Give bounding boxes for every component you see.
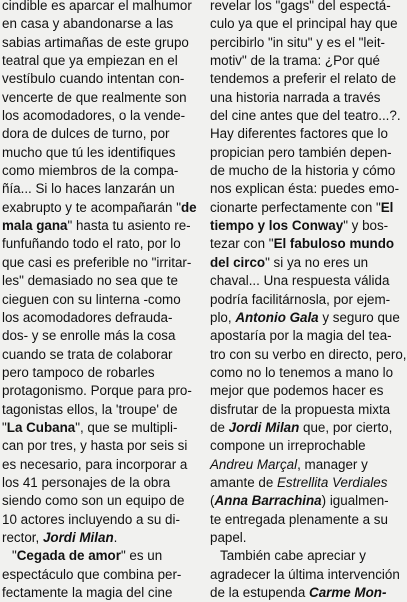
text-run: les" demasiado no sea que te [2, 273, 178, 289]
text-run: en casa y abandonarse a las [2, 16, 174, 32]
text-line [210, 52, 400, 70]
emphasized-text: El fabuloso mundo [273, 236, 395, 252]
text-line [210, 309, 400, 327]
text-run: y seguro que [318, 309, 400, 325]
text-run: del cine antes que del teatro...?. [210, 108, 401, 124]
text-line [2, 419, 185, 437]
text-run: tro con su verbo en directo, pero, [210, 346, 407, 362]
text-run: percibirlo "in situ" y es el "leit- [210, 34, 386, 50]
text-line [210, 180, 400, 198]
text-run: teatral que ya empiezan en el [2, 53, 178, 69]
text-run: disfrutar de la propuesta mixta [210, 401, 391, 417]
text-run: chaval... Una respuesta válida [210, 273, 390, 289]
text-line [2, 125, 185, 143]
text-run: revelar los "gags" del espectá- [210, 0, 391, 13]
text-run: vestíbulo cuando intentan con- [2, 71, 185, 87]
emphasized-text: Anna Barrachina [214, 493, 322, 509]
text-line [2, 547, 185, 565]
text-line [2, 382, 192, 400]
emphasized-text: Cegada de amor [16, 548, 121, 564]
text-run: . [113, 529, 118, 545]
text-run: tagonistas ellos, la 'troupe' de [2, 401, 178, 417]
text-run: tezar con " [210, 236, 274, 252]
text-run: ñía... Si lo haces lanzarán un [2, 181, 175, 197]
text-run: " es un [120, 548, 163, 564]
text-run: protagonismo. Porque para pro- [2, 383, 192, 399]
emphasized-text: Jordi Milan [42, 529, 114, 545]
text-run: espectáculo que combina per- [2, 566, 182, 582]
text-run: agradecer la última intervención [210, 566, 400, 582]
text-line [210, 346, 407, 364]
text-line [210, 144, 400, 162]
text-run: compone un irreprochable [210, 438, 366, 454]
emphasized-text: El [380, 199, 394, 215]
text-line [210, 107, 400, 125]
text-line [2, 107, 185, 125]
text-run: papel. [210, 529, 247, 545]
emphasized-text: Andreu Marçal [210, 456, 298, 472]
text-run: " y bos- [343, 218, 389, 234]
text-run: cindible es aparcar el malhumor [2, 0, 192, 13]
text-run: los acomodadores defrauda- [2, 309, 173, 325]
article-column-left [2, 0, 197, 602]
text-run: rector, [2, 529, 43, 545]
text-run: exabrupto y te acompañarán " [2, 199, 181, 215]
text-run: " [12, 548, 17, 564]
text-line [2, 199, 197, 217]
text-line [2, 254, 192, 272]
text-run: También cabe apreciar y [220, 548, 366, 564]
text-line [2, 217, 191, 235]
text-line [2, 272, 185, 290]
text-run: siendo como son un equipo de [2, 493, 185, 509]
emphasized-text: Antonio Gala [235, 309, 319, 325]
text-line [210, 0, 400, 15]
text-line [210, 254, 400, 272]
text-run: una historia narrada a través [210, 89, 381, 105]
text-line [210, 272, 400, 290]
emphasized-text: del circo [210, 254, 266, 270]
text-run: vencerte de que realmente son [2, 89, 187, 105]
text-line [210, 125, 400, 143]
text-line [2, 492, 185, 510]
text-run: pero tampoco de robarles [2, 364, 155, 380]
text-line [210, 15, 400, 33]
text-line [210, 162, 400, 180]
emphasized-text: mala gana [2, 218, 68, 234]
text-line [210, 419, 400, 437]
text-line [210, 474, 400, 492]
text-run: amante de [210, 474, 277, 490]
text-run: es necesario, para incorporar a [2, 456, 188, 472]
text-run: plo, [210, 309, 236, 325]
text-run: los 41 personajes de la obra [2, 474, 171, 490]
text-run: cuando se trata de colaborar [2, 346, 173, 362]
text-run: nos explican ésta: puedes emo- [210, 181, 400, 197]
text-line [2, 327, 185, 345]
text-run: , manager y [297, 456, 368, 472]
text-run: dora de dulces de turno, por [2, 126, 170, 142]
text-run: que, por cierto, [299, 419, 393, 435]
text-run: mucho que tú les identifiques [2, 144, 176, 160]
text-line [2, 162, 185, 180]
text-run: cieguen con su linterna -como [2, 291, 181, 307]
text-run: como miembros de la compa- [2, 163, 179, 179]
text-run: que casi es preferible no "irritar- [2, 254, 192, 270]
text-run: propician pero también depen- [210, 144, 392, 160]
emphasized-text: tiempo y los Conway [210, 218, 344, 234]
text-run: apostaría por la magia del tea- [210, 328, 392, 344]
text-run: ) igualmen- [321, 493, 389, 509]
text-line [210, 547, 400, 565]
text-line [2, 346, 185, 364]
text-run: mejor que podemos hacer es [210, 383, 384, 399]
text-run: podría facilitárnosla, por ejem- [210, 291, 391, 307]
text-run: tendemos a preferir el relato de [210, 71, 397, 87]
text-line [2, 34, 189, 52]
article-column-right [210, 0, 407, 602]
text-run: de mucho de la historia y cómo [210, 163, 396, 179]
text-line [210, 401, 400, 419]
emphasized-text: Estrellita Verdiales [277, 474, 388, 490]
text-line [2, 291, 185, 309]
text-run: fectamente la magia del cine [2, 585, 173, 600]
text-run: cionarte perfectamente con " [210, 199, 381, 215]
text-line [2, 401, 185, 419]
text-run: como no lo tenemos a mano lo [210, 364, 394, 380]
text-run: " hasta tu asiento re- [67, 218, 191, 234]
text-run: Hay diferentes factores que lo [210, 126, 388, 142]
text-run: los acomodadores, o la vende- [2, 108, 186, 124]
text-line [210, 235, 400, 253]
text-line [2, 89, 185, 107]
text-line [210, 492, 400, 510]
text-line [210, 364, 400, 382]
text-run: ( [210, 493, 215, 509]
text-line [2, 456, 188, 474]
text-line [210, 70, 400, 88]
text-run: motiv" de la trama: ¿Por qué [210, 53, 380, 69]
text-line [2, 0, 192, 15]
emphasized-text: de [180, 199, 197, 215]
text-run: ", que se multipli- [75, 419, 178, 435]
text-run: can por tres, y hasta por seis si [2, 438, 188, 454]
text-line [210, 511, 400, 529]
text-run: de la estupenda [210, 585, 310, 600]
text-line [2, 309, 185, 327]
text-line [2, 180, 185, 198]
text-line [210, 529, 400, 547]
text-run: de [210, 419, 229, 435]
text-line [2, 235, 185, 253]
text-line [2, 52, 185, 70]
text-run: " [2, 419, 7, 435]
text-line [210, 217, 400, 235]
text-line [2, 474, 185, 492]
text-run: dos- y se enrolle más la cosa [2, 328, 176, 344]
text-line [210, 291, 400, 309]
text-run: funfuñando todo el rato, por lo [2, 236, 181, 252]
text-line [2, 15, 185, 33]
text-run: culo ya que el principal hay que [210, 16, 398, 32]
text-line [210, 456, 400, 474]
text-line [2, 529, 185, 547]
text-run: " si ya no eres un [265, 254, 369, 270]
text-line [210, 327, 400, 345]
text-run: sabias artimañas de este grupo [2, 34, 189, 50]
text-line [2, 566, 185, 584]
text-run: 10 actores incluyendo a su di- [2, 511, 180, 527]
emphasized-text: Jordi Milan [228, 419, 300, 435]
text-line [2, 70, 185, 88]
text-line [2, 511, 185, 529]
text-line [2, 437, 188, 455]
emphasized-text: Carme Mon- [309, 585, 387, 600]
text-line [2, 584, 185, 602]
text-line [210, 566, 400, 584]
text-line [210, 34, 400, 52]
emphasized-text: La Cubana [6, 419, 76, 435]
text-line [210, 89, 400, 107]
text-line [210, 437, 400, 455]
text-run: te entregada plenamente a su [210, 511, 388, 527]
text-line [2, 364, 185, 382]
text-line [210, 382, 400, 400]
text-line [210, 199, 400, 217]
text-line [210, 584, 400, 602]
text-line [2, 144, 185, 162]
